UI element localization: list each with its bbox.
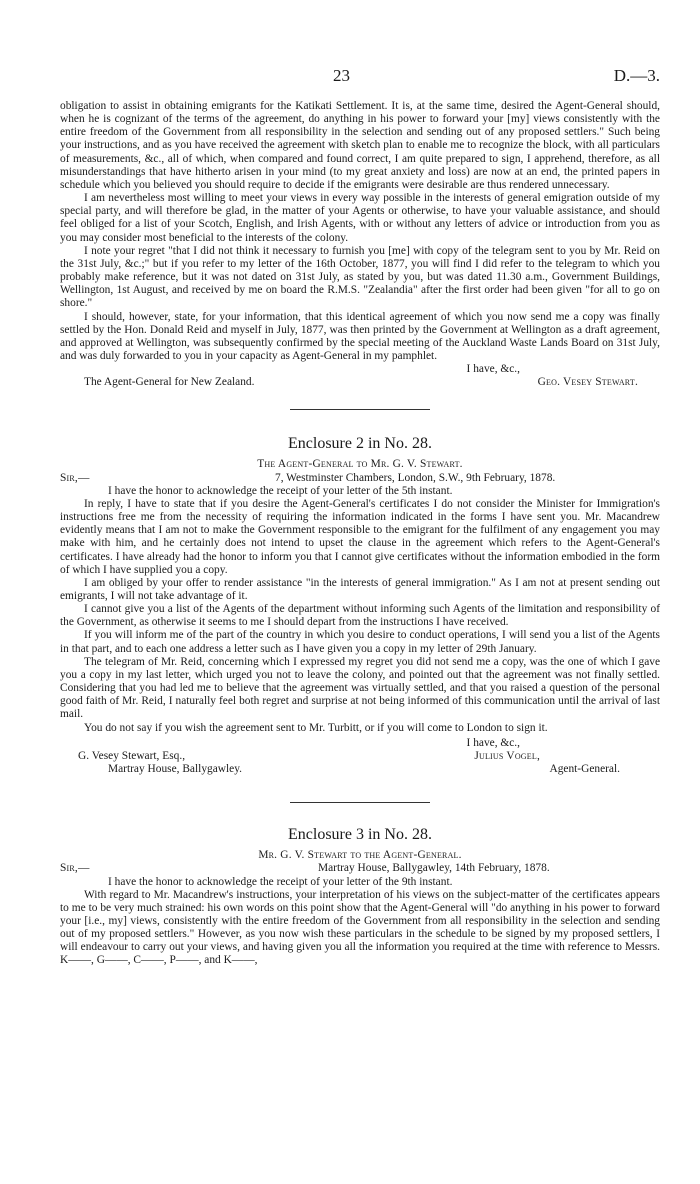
paragraph: I am nevertheless most willing to meet your views in every way possible in the interests of general emigration outside of my special party, and will therefore be glad, in the matter of your Agents or otherwise, to have your valuable assistance, and should feel obliged for a list of your Scotch, English, and Irish Agents, with or without any letters of advice or introduction from you as you may consider most beneficial to the interests of the colony.: [60, 192, 660, 244]
enclosure-heading: Enclosure 2 in No. 28.: [288, 435, 432, 453]
address-line: Martray House, Ballygawley, 14th February, 1878.: [318, 862, 550, 875]
paragraph: I am obliged by your offer to render assistance "in the interests of general immigration." As I am not at present sending out emigrants, I will not take advantage of it.: [60, 576, 660, 602]
page-number: 23: [333, 66, 350, 85]
signature-title: Agent-General.: [549, 763, 620, 776]
addressee-address: Martray House, Ballygawley.: [108, 763, 243, 776]
salutation-row: [60, 472, 660, 485]
section-divider: [290, 409, 430, 410]
signature-block: [78, 750, 638, 776]
paragraph: In reply, I have to state that if you desire the Agent-General's certificates I do not consider the Minister for Immigration's instructions free me from the necessity of requiring the information indicated in the forms I have sent you. Mr. Macandrew evidently means that I am not to make the Government responsible to the emigrant for the fulfilment of any engagement you may make with him, and he certainly does not intend to upset the clause in the agreement which refers to the Agent-General's certificates. I have already had the honor to inform you that I cannot give certificates without the information embodied in the form of which I have supplied you a copy.: [60, 497, 660, 576]
enclosure-heading: Enclosure 3 in No. 28.: [288, 826, 432, 844]
paragraph: I have the honor to acknowledge the receipt of your letter of the 5th instant.: [108, 484, 453, 497]
paragraph: With regard to Mr. Macandrew's instructions, your interpretation of his views on the subject-matter of the certificates appears to me to be very much strained: his own words on this point show that the Agent-General will "do anything in his power to forward your [i.e., my] views, consistently with the entire freedom of the Government from all responsibility in the selection and sending out of my proposed settlers." However, as you now wish these particulars in the schedule to be signed by my proposed settlers, I will endeavour to carry out your views, and having given you all the information you required at the time with reference to Messrs. K——, G——, C——, P——, and K——,: [60, 888, 660, 967]
enclosure-3: [60, 825, 660, 967]
addressee-name: G. Vesey Stewart, Esq.,: [78, 749, 186, 762]
closing: I have, &c.,: [466, 736, 520, 749]
salutation: Sir,—: [60, 862, 90, 875]
addressee: The Agent-General for New Zealand.: [84, 376, 255, 389]
paragraph: I cannot give you a list of the Agents of the department without informing such Agents of the limitation and responsibility of the Government, as otherwise it seems to me I should depart from the instructions I have received.: [60, 603, 660, 629]
paragraph: I should, however, state, for your information, that this identical agreement of which you now send me a copy was finally settled by the Hon. Donald Reid and myself in July, 1877, was then printed by the Government at Wellington as a draft agreement, and approved at Wellington, was subsequently confirmed by the special meeting of the Auckland Waste Lands Board on 31st July, and was duly forwarded to you in your capacity as Agent-General in my pamphlet.: [60, 310, 660, 362]
document-body: [60, 100, 660, 968]
signature-row: [60, 376, 660, 389]
address-line: 7, Westminster Chambers, London, S.W., 9th February, 1878.: [275, 471, 556, 484]
document-code: D.—3.: [613, 66, 660, 85]
enclosure-subheading: The Agent-General to Mr. G. V. Stewart.: [257, 458, 463, 471]
paragraph: You do not say if you wish the agreement sent to Mr. Turbitt, or if you will come to London to sign it.: [84, 721, 548, 734]
enclosure-subheading: Mr. G. V. Stewart to the Agent-General.: [258, 849, 462, 862]
signature: Julius Vogel,: [474, 749, 540, 762]
page-header: [60, 0, 660, 100]
document-page: [60, 0, 660, 968]
paragraph: I note your regret "that I did not think it necessary to furnish you [me] with copy of the telegram sent to you by Mr. Reid on the 31st July, &c.;" but if you refer to my letter of the 16th October, 1877, you will find I did refer to the telegram to which you probably make reference, but it was not dated on 31st July, as stated by you, but was dated 11.30 a.m., Government Buildings, Wellington, 1st August, and received by me on board the R.M.S. "Zealandia" after the first order had been given "for all to go on shore.": [60, 244, 660, 310]
closing: I have, &c.,: [466, 363, 520, 376]
paragraph: If you will inform me of the part of the country in which you desire to conduct operations, I will send you a list of the Agents in that part, and to each one address a letter such as I have given you a copy in my letter of 29th January.: [60, 629, 660, 655]
salutation: Sir,—: [60, 471, 90, 484]
letter-continuation: [60, 100, 660, 389]
enclosure-2: [60, 434, 660, 776]
signature: Geo. Vesey Stewart.: [537, 376, 638, 389]
section-divider: [290, 802, 430, 803]
salutation-row: [60, 862, 660, 875]
paragraph: obligation to assist in obtaining emigrants for the Katikati Settlement. It is, at the same time, desired the Agent-General should, when he is cognizant of the terms of the agreement, do anything in his power to forward your [my] views consistently with the entire freedom of the Government from all responsibility in the selection and sending out of any proposed settlers." Such being your instructions, and as you have received the agreement with sketch plan to enable me to recognize the block, with all particulars of measurements, &c., all of which, when compared and found correct, I am quite prepared to sign, I apprehend, therefore, as all misunderstandings that have hitherto arisen in your mind (to my great anxiety and loss) are now at an end, the printed papers in schedule which you believed you should require to decide if the emigrants were desirable are thus rendered unnecessary.: [60, 100, 660, 191]
paragraph: The telegram of Mr. Reid, concerning which I expressed my regret you did not send me a copy, was the one of which I gave you a copy in my last letter, which urged you not to leave the colony, and pointed out that the agreement was not finally settled. Considering that you had led me to believe that the agreement was virtually settled, and that you raised a question of the personal good faith of Mr. Reid, I naturally feel both regret and surprise at not being informed of this communication until the arrival of last mail.: [60, 655, 660, 721]
paragraph: I have the honor to acknowledge the receipt of your letter of the 9th instant.: [108, 875, 453, 888]
